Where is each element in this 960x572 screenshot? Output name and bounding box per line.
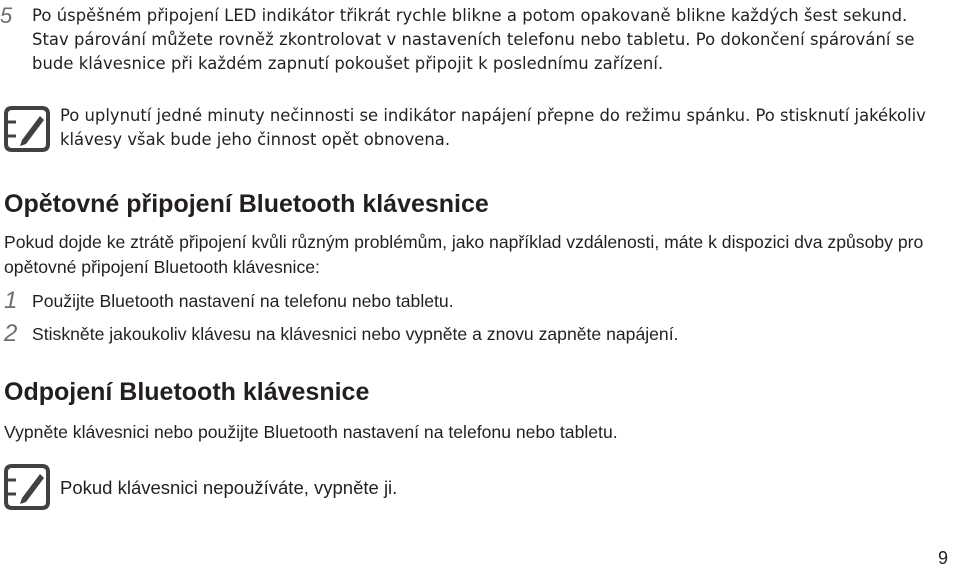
section-text: Vypněte klávesnici nebo použijte Bluetooth nastavení na telefonu nebo tabletu. (4, 422, 618, 442)
step-number: 5 (0, 3, 13, 28)
section-heading-reconnect: Opětovné připojení Bluetooth klávesnice (4, 190, 489, 218)
list-item-text: Stiskněte jakoukoliv klávesu na klávesnici nebo vypněte a znovu zapněte napájení. (32, 324, 679, 344)
note-text: Po uplynutí jedné minuty nečinnosti se indikátor napájení přepne do režimu spánku. Po stisknutí jakékoliv klávesy však bude jeho činnost opět obnovena. (60, 106, 926, 149)
list-item-number: 1 (4, 287, 18, 314)
step-5 (0, 4, 930, 76)
note-pencil-icon (2, 104, 52, 154)
note-pencil-icon (2, 462, 52, 512)
list-item-number: 2 (4, 320, 18, 347)
list-item-text: Použijte Bluetooth nastavení na telefonu nebo tabletu. (32, 291, 454, 311)
note-text: Pokud klávesnici nepoužíváte, vypněte ji. (60, 477, 398, 498)
section-intro: Pokud dojde ke ztrátě připojení kvůli různým problémům, jako například vzdálenosti, máte k dispozici dva způsoby pro opětovné připojení Bluetooth klávesnice: (4, 232, 924, 277)
note-sleep-mode (0, 104, 940, 154)
list-item (4, 321, 679, 347)
step-text: Po úspěšném připojení LED indikátor třikrát rychle blikne a potom opakovaně blikne každých šest sekund. Stav párování můžete rovněž zkontrolovat v nastaveních telefonu nebo tabletu. Po dokončení spárování se bude klávesnice při každém zapnutí pokoušet připojit k poslednímu zařízení. (32, 6, 915, 73)
note-turn-off (0, 462, 940, 512)
section-heading-disconnect: Odpojení Bluetooth klávesnice (4, 378, 370, 406)
list-item (4, 288, 454, 314)
page-number: 9 (937, 548, 948, 568)
